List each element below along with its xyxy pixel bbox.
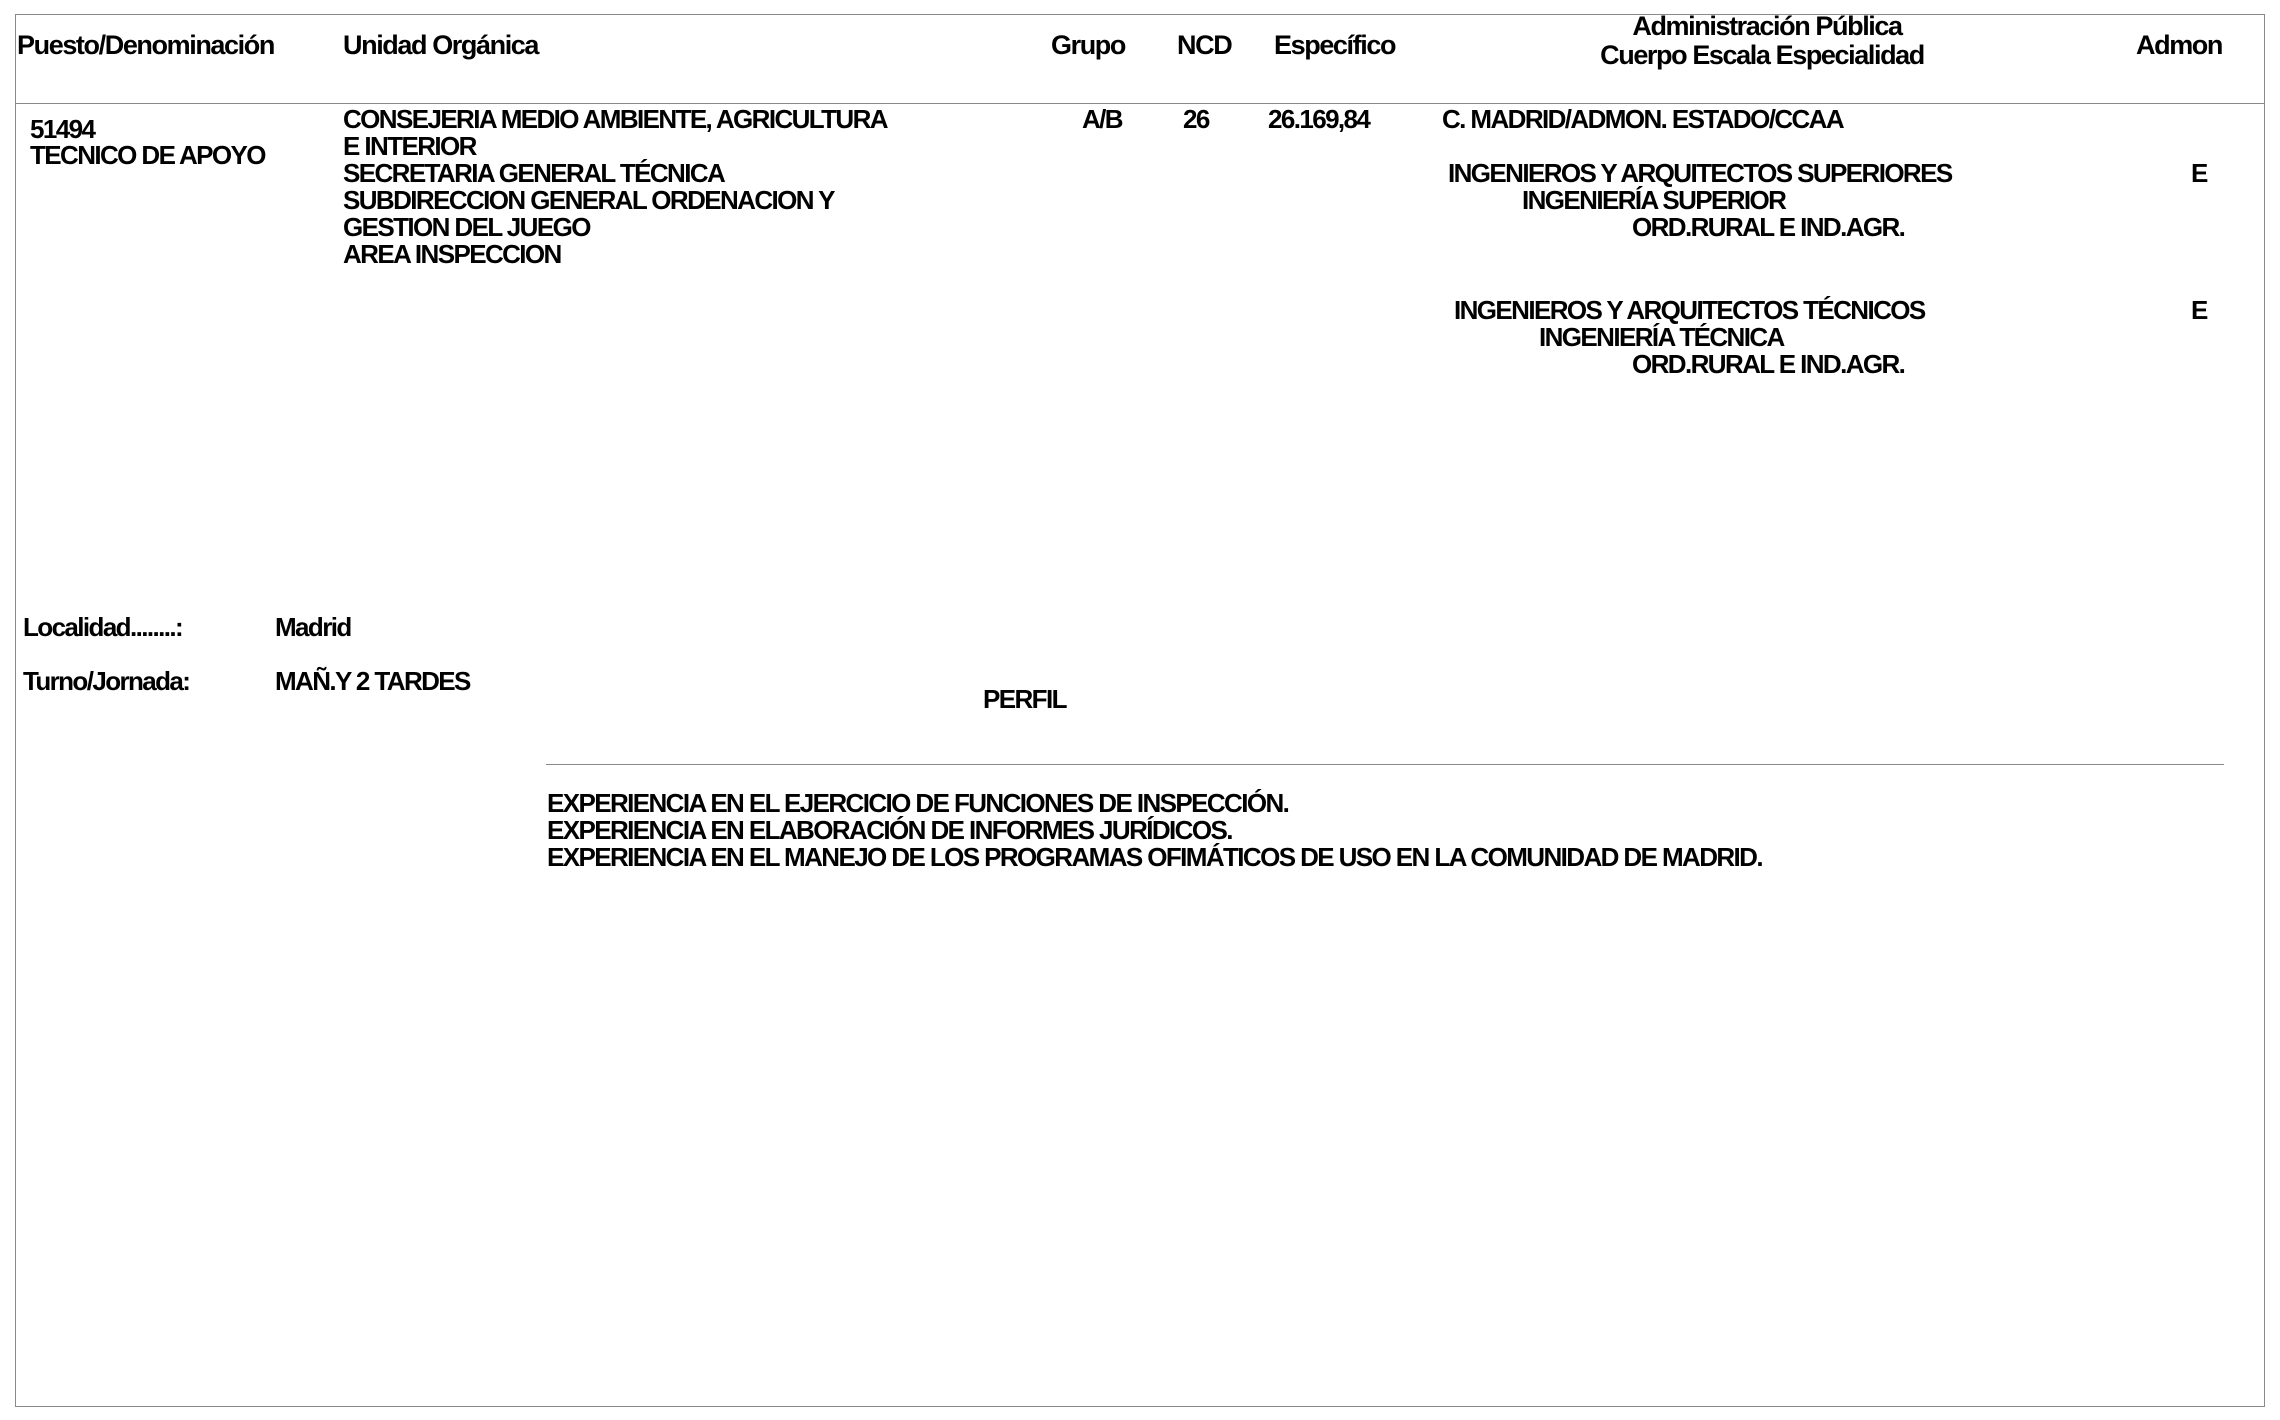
escala-1: INGENIERÍA SUPERIOR <box>1522 185 1786 215</box>
perfil-divider <box>546 764 2224 765</box>
header-administracion: Administración Pública <box>1632 11 1902 41</box>
unidad-line: SUBDIRECCION GENERAL ORDENACION Y <box>343 185 834 215</box>
cuerpo-2: INGENIEROS Y ARQUITECTOS TÉCNICOS <box>1454 295 1925 325</box>
header-cuerpo-escala: Cuerpo Escala Especialidad <box>1600 40 1924 70</box>
admon-1: E <box>2191 158 2207 188</box>
perfil-line: EXPERIENCIA EN EL EJERCICIO DE FUNCIONES DE INSPECCIÓN. <box>547 788 1289 818</box>
puesto-name: TECNICO DE APOYO <box>30 140 265 170</box>
header-puesto: Puesto/Denominación <box>17 30 274 60</box>
unidad-line: CONSEJERIA MEDIO AMBIENTE, AGRICULTURA <box>343 104 887 134</box>
header-grupo: Grupo <box>1051 30 1125 60</box>
header-ncd: NCD <box>1177 30 1232 60</box>
unidad-line: GESTION DEL JUEGO <box>343 212 590 242</box>
perfil-lines <box>547 790 1762 871</box>
header-especifico: Específico <box>1274 30 1396 60</box>
unidad-organica <box>343 106 887 268</box>
puesto-code: 51494 <box>30 114 95 144</box>
administracion-value: C. MADRID/ADMON. ESTADO/CCAA <box>1442 104 1844 134</box>
turno-value: MAÑ.Y 2 TARDES <box>275 666 470 696</box>
localidad-label: Localidad........: <box>23 612 183 642</box>
header-admon: Admon <box>2136 30 2222 60</box>
localidad-value: Madrid <box>275 612 351 642</box>
especialidad-1: ORD.RURAL E IND.AGR. <box>1632 212 1905 242</box>
header-unidad: Unidad Orgánica <box>343 30 539 60</box>
unidad-line: AREA INSPECCION <box>343 239 561 269</box>
perfil-title: PERFIL <box>983 684 1066 714</box>
cuerpo-1: INGENIEROS Y ARQUITECTOS SUPERIORES <box>1448 158 1952 188</box>
perfil-line: EXPERIENCIA EN ELABORACIÓN DE INFORMES JURÍDICOS. <box>547 815 1232 845</box>
unidad-line: E INTERIOR <box>343 131 476 161</box>
ncd-value: 26 <box>1183 104 1209 134</box>
unidad-line: SECRETARIA GENERAL TÉCNICA <box>343 158 725 188</box>
turno-label: Turno/Jornada: <box>23 666 190 696</box>
perfil-line: EXPERIENCIA EN EL MANEJO DE LOS PROGRAMAS OFIMÁTICOS DE USO EN LA COMUNIDAD DE MADRID. <box>547 842 1762 872</box>
escala-2: INGENIERÍA TÉCNICA <box>1539 322 1784 352</box>
especifico-value: 26.169,84 <box>1268 104 1370 134</box>
grupo-value: A/B <box>1082 104 1122 134</box>
especialidad-2: ORD.RURAL E IND.AGR. <box>1632 349 1905 379</box>
admon-2: E <box>2191 295 2207 325</box>
